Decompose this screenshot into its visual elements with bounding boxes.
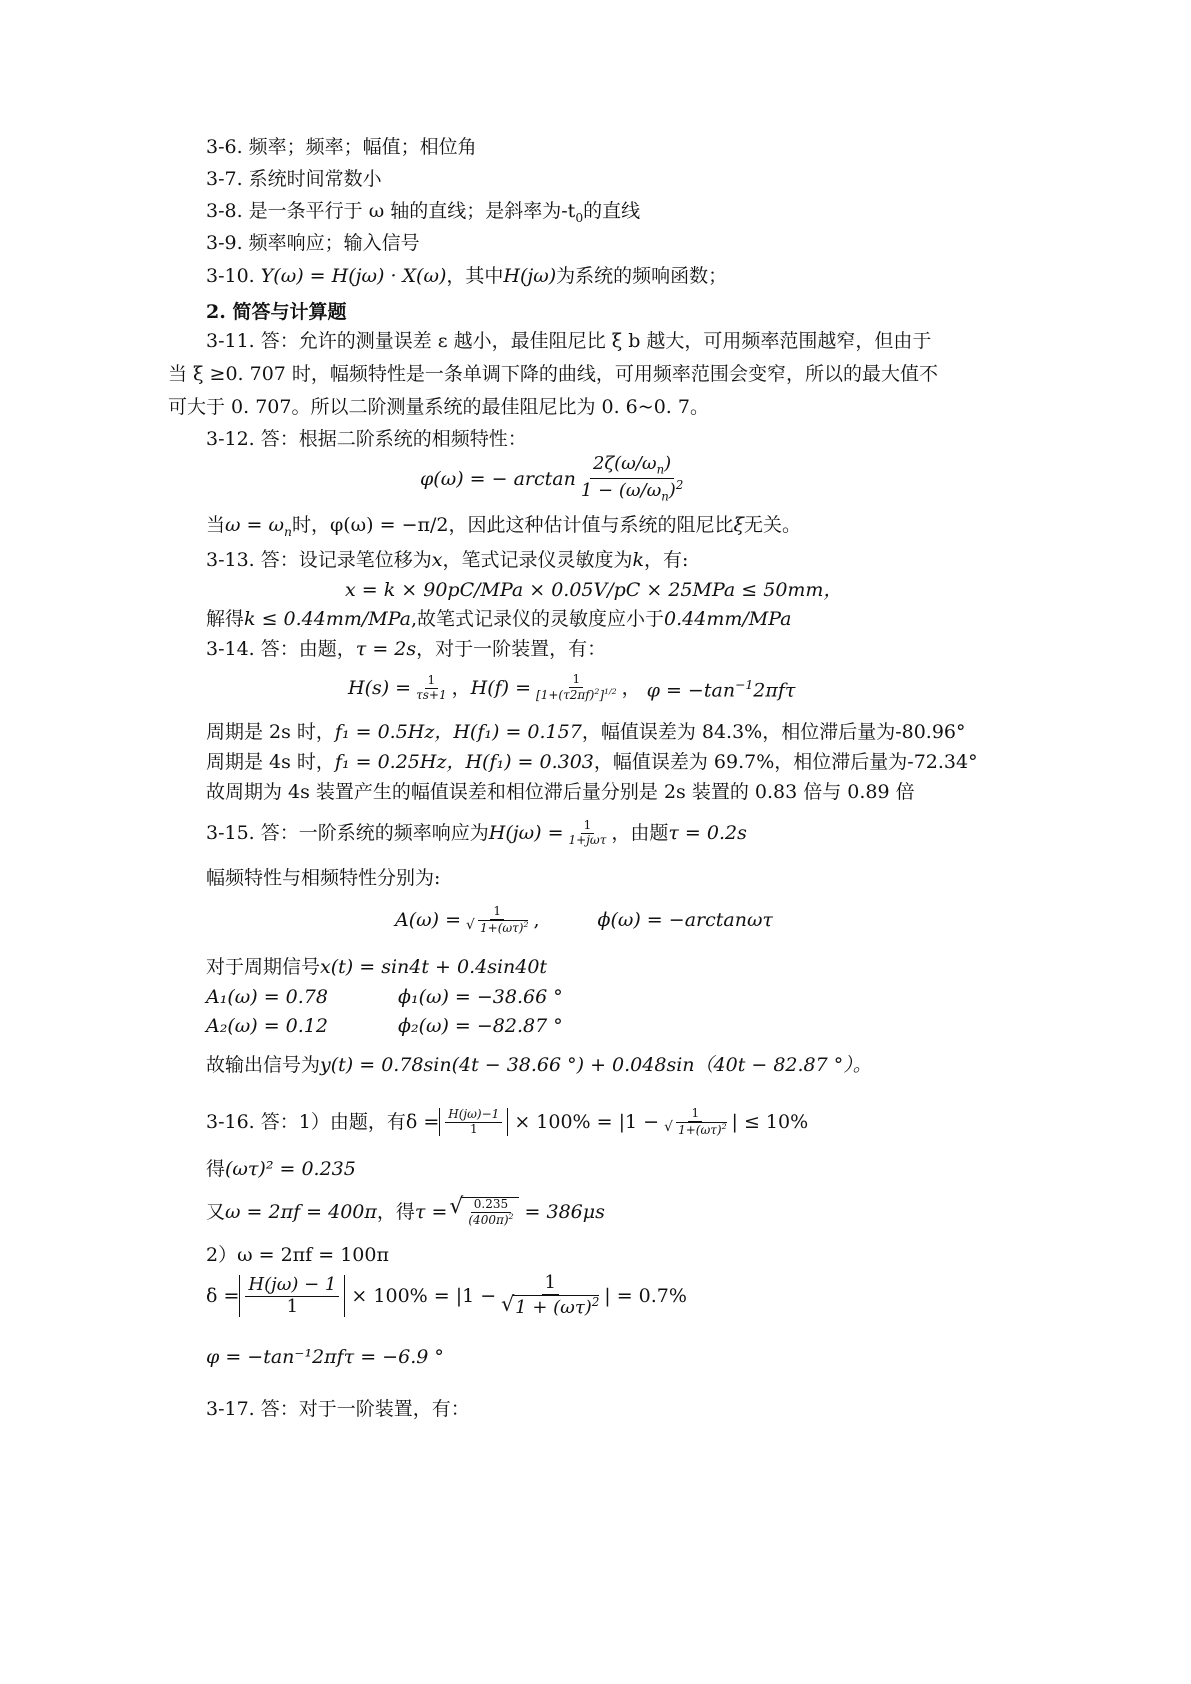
first-order-formula: H(s) = $\frac{1}{\tau s+1}$ ， H(f) = $\frac{1}{[1+(\tau 2\pi f)^2]^{1/2}}$ ， $\varphi = -\tan^{-1}2\pi f\tau$ xyxy=(348,672,796,702)
answer-3-12-intro: 3-12. 答：根据二阶系统的相频特性： xyxy=(206,428,527,450)
answer-3-11-line2: 当 ξ ≥0. 707 时，幅频特性是一条单调下降的曲线，可用频率范围会变窄，所以的最大值不 xyxy=(168,363,938,385)
amplitude-2: A₂(ω) = 0.12 xyxy=(206,1015,328,1037)
answer-3-13-result: 解得k ≤ 0.44mm/MPa,故笔式记录仪的灵敏度应小于0.44mm/MPa xyxy=(206,608,792,630)
phase-formula: φ(ω) = − arctan $\frac{2\zeta(\omega/\omega_n)}{1 - (\omega/\omega_n)^2}$ xyxy=(420,453,684,504)
answer-3-13-intro: 3-13. 答：设记录笔位移为x，笔式记录仪灵敏度为k，有: xyxy=(206,549,689,571)
answer-3-16-part2: 2）ω = 2πf = 100π xyxy=(206,1244,389,1266)
answer-3-8: 3-8. 是一条平行于 ω 轴的直线；是斜率为$-t_0$的直线 xyxy=(206,200,641,225)
phase-2: ϕ₂(ω) = −82.87 ° xyxy=(398,1015,563,1037)
answer-3-16-get: 得(ωτ)² = 0.235 xyxy=(206,1158,356,1180)
phase-1: ϕ₁(ω) = −38.66 ° xyxy=(398,986,563,1008)
answer-3-16-tau: 又 ω = 2πf = 400π ，得 τ = √ $\frac{0.235}{(400\pi)^2}$ = 386μs xyxy=(206,1190,605,1234)
answer-3-14-row2: 周期是 4s 时，f₁ = 0.25Hz，H(f₁) = 0.303，幅值误差为 69.7%，相位滞后量为-72.34° xyxy=(206,751,978,773)
amplitude-phase-formula: A(ω) = 1 √ $1+(\omega\tau)^2$ , ϕ(ω) = −arctanωτ xyxy=(395,900,773,940)
answer-3-6: 3-6. 频率；频率；幅值；相位角 xyxy=(206,136,477,158)
answer-3-14-row1: 周期是 2s 时，f₁ = 0.5Hz，H(f₁) = 0.157，幅值误差为 84.3%，相位滞后量为-80.96° xyxy=(206,721,966,743)
answer-3-11-line3: 可大于 0. 707。所以二阶测量系统的最佳阻尼比为 0. 6~0. 7。 xyxy=(168,396,709,418)
answer-3-16-delta2: δ = $\frac{H(j\omega) - 1}{1}$ × 100% = |1 − 1 √ $1 + (\omega\tau)^2$ | = 0.7% xyxy=(206,1272,687,1320)
section-heading: 2. 简答与计算题 xyxy=(206,301,347,323)
answer-3-15-line2: 幅频特性与相频特性分别为: xyxy=(206,867,441,889)
answer-3-15-signal: 对于周期信号x(t) = sin4t + 0.4sin40t xyxy=(206,956,548,978)
answer-3-16-delta: 3-16. 答：1）由题，有 δ = $\frac{H(j\omega)-1}{1}$ × 100% = |1 − 1 √ $1+(\omega\tau)^2$ | ≤ 10% xyxy=(206,1100,808,1144)
answer-3-14-intro: 3-14. 答：由题，τ = 2s，对于一阶装置，有： xyxy=(206,638,607,660)
answer-3-11-line1: 3-11. 答：允许的测量误差 ε 越小，最佳阻尼比 ξ b 越大，可用频率范围越窄，但由于 xyxy=(206,330,932,352)
answer-3-17: 3-17. 答：对于一阶装置，有： xyxy=(206,1398,470,1420)
answer-3-15-intro: 3-15. 答：一阶系统的频率响应为 H(jω) = $\frac{1}{\text{1+jωτ}}$ ，由题 τ = 0.2s xyxy=(206,817,747,847)
answer-3-7: 3-7. 系统时间常数小 xyxy=(206,168,382,190)
answer-3-14-row3: 故周期为 4s 装置产生的幅值误差和相位滞后量分别是 2s 装置的 0.83 倍与 0.89 倍 xyxy=(206,781,915,803)
answer-3-16-phase: φ = −tan⁻¹2πfτ = −6.9 ° xyxy=(206,1346,444,1368)
amplitude-1: A₁(ω) = 0.78 xyxy=(206,986,328,1008)
answer-3-12-conclusion: 当$\omega = \omega_n$时，φ(ω) = −π/2，因此这种估计值与系统的阻尼比ξ无关。 xyxy=(206,514,801,539)
answer-3-13-equation: x = k × 90pC/MPa × 0.05V/pC × 25MPa ≤ 50mm， xyxy=(345,579,843,601)
answer-3-10: 3-10. Y(ω) = H(jω) · X(ω)，其中H(jω)为系统的频响函数； xyxy=(206,265,728,287)
answer-3-9: 3-9. 频率响应；输入信号 xyxy=(206,232,420,254)
answer-3-15-output: 故输出信号为y(t) = 0.78sin(4t − 38.66 °) + 0.048sin（40t − 82.87 °）。 xyxy=(206,1054,872,1076)
